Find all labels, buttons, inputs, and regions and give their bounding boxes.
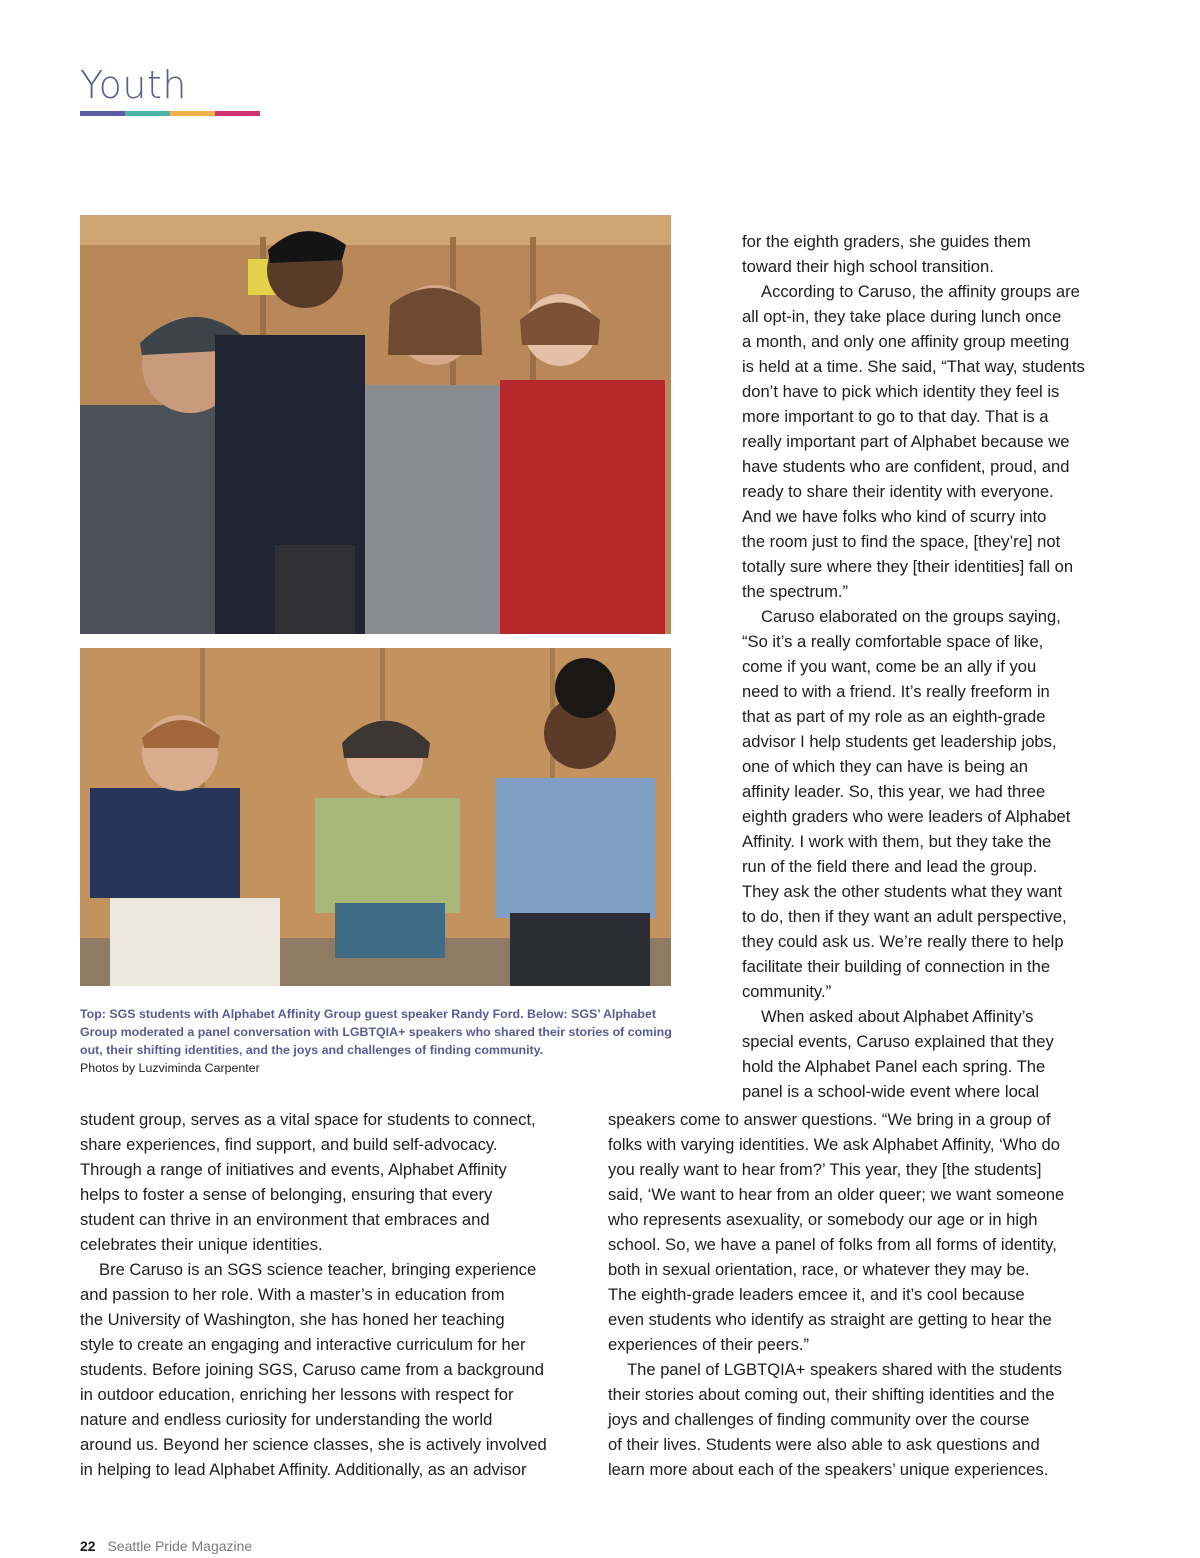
magazine-name: Seattle Pride Magazine xyxy=(107,1538,253,1554)
middle-column xyxy=(608,1107,1128,1482)
bottom-photo xyxy=(80,648,671,986)
page-number: 22 xyxy=(80,1538,96,1554)
section-title: Youth xyxy=(80,63,187,107)
bottom-photo-illustration xyxy=(80,648,671,986)
color-rule xyxy=(80,111,260,116)
top-photo-illustration xyxy=(80,215,671,634)
rule-segment-orange xyxy=(170,111,215,116)
middle-paragraph-1: speakers come to answer questions. “We bring in a group of folks with varying identities. We ask Alphabet Affinity, ‘Who do you really want to hear from?’ This year, they [the students] said, ‘We want to hear from an older queer; we want someone who represents asexuality, or somebody our age or in high school. So, we have a panel of folks from all forms of identity, both in sexual orientation, race, or whatever they may be. The eighth-grade leaders emcee it, and it’s cool because even students who identify as straight are getting to hear the experiences of their peers.” xyxy=(608,1110,1065,1354)
rule-segment-pink xyxy=(215,111,260,116)
photo-credit: Photos by Luzviminda Carpenter xyxy=(80,1061,260,1075)
rule-segment-purple xyxy=(80,111,125,116)
left-paragraph-1: student group, serves as a vital space for students to connect, share experiences, find support, and build self-advocacy. Through a range of initiatives and events, Alphabet Affinity helps to foster a sense of belonging, ensuring that every student can thrive in an environment that embraces and celebrates their unique identities. xyxy=(80,1110,536,1254)
right-paragraph-2: According to Caruso, the affinity groups are all opt-in, they take place during lunch once a month, and only one affinity group meeting is held at a time. She said, “That way, students don’t have to pick which identity they feel is more important to go to that day. That is a really important part of Alphabet because we have students who are confident, proud, and ready to share their identity with everyone. And we have folks who kind of scurry into the room just to find the space, [they’re] not totally sure where they [their identities] fall on the spectrum.” xyxy=(742,282,1085,601)
left-column xyxy=(80,1107,600,1482)
page-footer xyxy=(80,1537,252,1555)
right-column xyxy=(742,229,1122,1104)
right-paragraph-3: Caruso elaborated on the groups saying, “So it’s a really comfortable space of like, come if you want, come be an ally if you need to with a friend. It’s really freeform in that as part of my role as an eighth-grade advisor I help students get leadership jobs, one of which they can have is being an affinity leader. So, this year, we had three eighth graders who were leaders of Alphabet Affinity. I work with them, but they take the run of the field there and lead the group. They ask the other students what they want to do, then if they want an adult perspective, they could ask us. We’re really there to help facilitate their building of connection in the community.” xyxy=(742,607,1071,1001)
photo-caption xyxy=(80,1005,680,1077)
rule-segment-teal xyxy=(125,111,170,116)
left-paragraph-2: Bre Caruso is an SGS science teacher, bringing experience and passion to her role. With a master’s in education from the University of Washington, she has honed her teaching style to create an engaging and interactive curriculum for her students. Before joining SGS, Caruso came from a background in outdoor education, enriching her lessons with respect for nature and endless curiosity for understanding the world around us. Beyond her science classes, she is actively involved in helping to lead Alphabet Affinity. Additionally, as an advisor xyxy=(80,1260,547,1479)
caption-text: Top: SGS students with Alphabet Affinity Group guest speaker Randy Ford. Below: SGS’ Alphabet Group moderated a panel conversation with LGBTQIA+ speakers who shared their stories of coming out, their shifting identities, and the joys and challenges of finding community. xyxy=(80,1007,672,1057)
middle-paragraph-2: The panel of LGBTQIA+ speakers shared with the students their stories about coming out, their shifting identities and the joys and challenges of finding community over the course of their lives. Students were also able to ask questions and learn more about each of the speakers’ unique experiences. xyxy=(608,1360,1062,1479)
right-paragraph-1: for the eighth graders, she guides them toward their high school transition. xyxy=(742,232,1031,276)
right-paragraph-4: When asked about Alphabet Affinity’s special events, Caruso explained that they hold the Alphabet Panel each spring. The panel is a school-wide event where local xyxy=(742,1007,1054,1101)
top-photo xyxy=(80,215,671,634)
